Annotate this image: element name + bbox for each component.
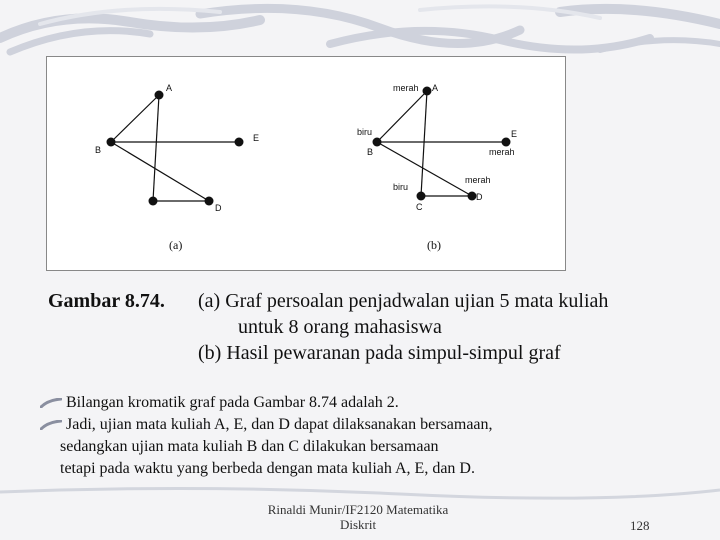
bullet-continuation-line: sedangkan ujian mata kuliah B dan C dilakukan bersamaan bbox=[60, 438, 439, 455]
decorative-swoosh-top bbox=[0, 0, 720, 60]
color-label-b-D: merah bbox=[465, 175, 491, 185]
sublabel-a: (a) bbox=[169, 238, 183, 252]
bullet-stroke-icon bbox=[40, 420, 62, 430]
label-b-C: C bbox=[416, 202, 423, 212]
label-b-E: E bbox=[511, 129, 518, 139]
caption-label: Gambar 8.74. bbox=[48, 290, 165, 312]
color-label-b-E: merah bbox=[489, 147, 515, 157]
edge-b-A-C bbox=[421, 91, 427, 196]
bullet-stroke-icon bbox=[40, 398, 62, 408]
label-b-A: A bbox=[432, 83, 439, 93]
label-a-E: E bbox=[253, 133, 260, 143]
color-label-b-C: biru bbox=[393, 182, 409, 192]
label-a-B: B bbox=[95, 145, 102, 155]
caption-line-3: (b) Hasil pewaranan pada simpul-simpul graf bbox=[198, 342, 561, 364]
vertex-a-D bbox=[205, 197, 214, 206]
edge-a-A-B bbox=[111, 95, 159, 142]
vertex-a-B bbox=[107, 138, 116, 147]
bullet-list bbox=[40, 392, 700, 480]
color-label-b-A: merah bbox=[393, 83, 419, 93]
vertex-b-E bbox=[502, 138, 511, 147]
graph-drawing bbox=[47, 57, 565, 270]
bullet-continuation-line: tetapi pada waktu yang berbeda dengan mata kuliah A, E, dan D. bbox=[60, 460, 475, 477]
vertex-a-A bbox=[155, 91, 164, 100]
label-b-D: D bbox=[476, 192, 483, 202]
color-label-b-B: biru bbox=[357, 127, 373, 137]
bullet-text: Jadi, ujian mata kuliah A, E, dan D dapat dilaksanakan bersamaan, bbox=[66, 416, 493, 433]
vertex-b-A bbox=[423, 87, 432, 96]
footer-author bbox=[248, 502, 468, 532]
bullet-item bbox=[40, 392, 700, 414]
edge-a-A-D bbox=[153, 95, 159, 201]
bullet-text: Bilangan kromatik graf pada Gambar 8.74 adalah 2. bbox=[66, 394, 399, 411]
caption-line-1: (a) Graf persoalan penjadwalan ujian 5 mata kuliah bbox=[198, 290, 609, 312]
edge-a-B-D bbox=[111, 142, 209, 201]
sublabel-b: (b) bbox=[427, 238, 441, 252]
vertex-b-C bbox=[417, 192, 426, 201]
vertex-a-D2 bbox=[149, 197, 158, 206]
graph-figure bbox=[46, 56, 566, 271]
label-a-A: A bbox=[166, 83, 173, 93]
vertex-b-B bbox=[373, 138, 382, 147]
edge-b-B-D bbox=[377, 142, 472, 196]
bullet-item bbox=[40, 414, 700, 436]
footer-author-line-2: Diskrit bbox=[339, 517, 377, 532]
label-a-D: D bbox=[215, 203, 222, 213]
page-number: 128 bbox=[630, 518, 650, 533]
footer-author-line-1: Rinaldi Munir/IF2120 Matematika bbox=[267, 502, 449, 517]
caption-line-2: untuk 8 orang mahasiswa bbox=[238, 316, 442, 338]
edge-b-A-B bbox=[377, 91, 427, 142]
vertex-a-E bbox=[235, 138, 244, 147]
label-b-B: B bbox=[367, 147, 374, 157]
